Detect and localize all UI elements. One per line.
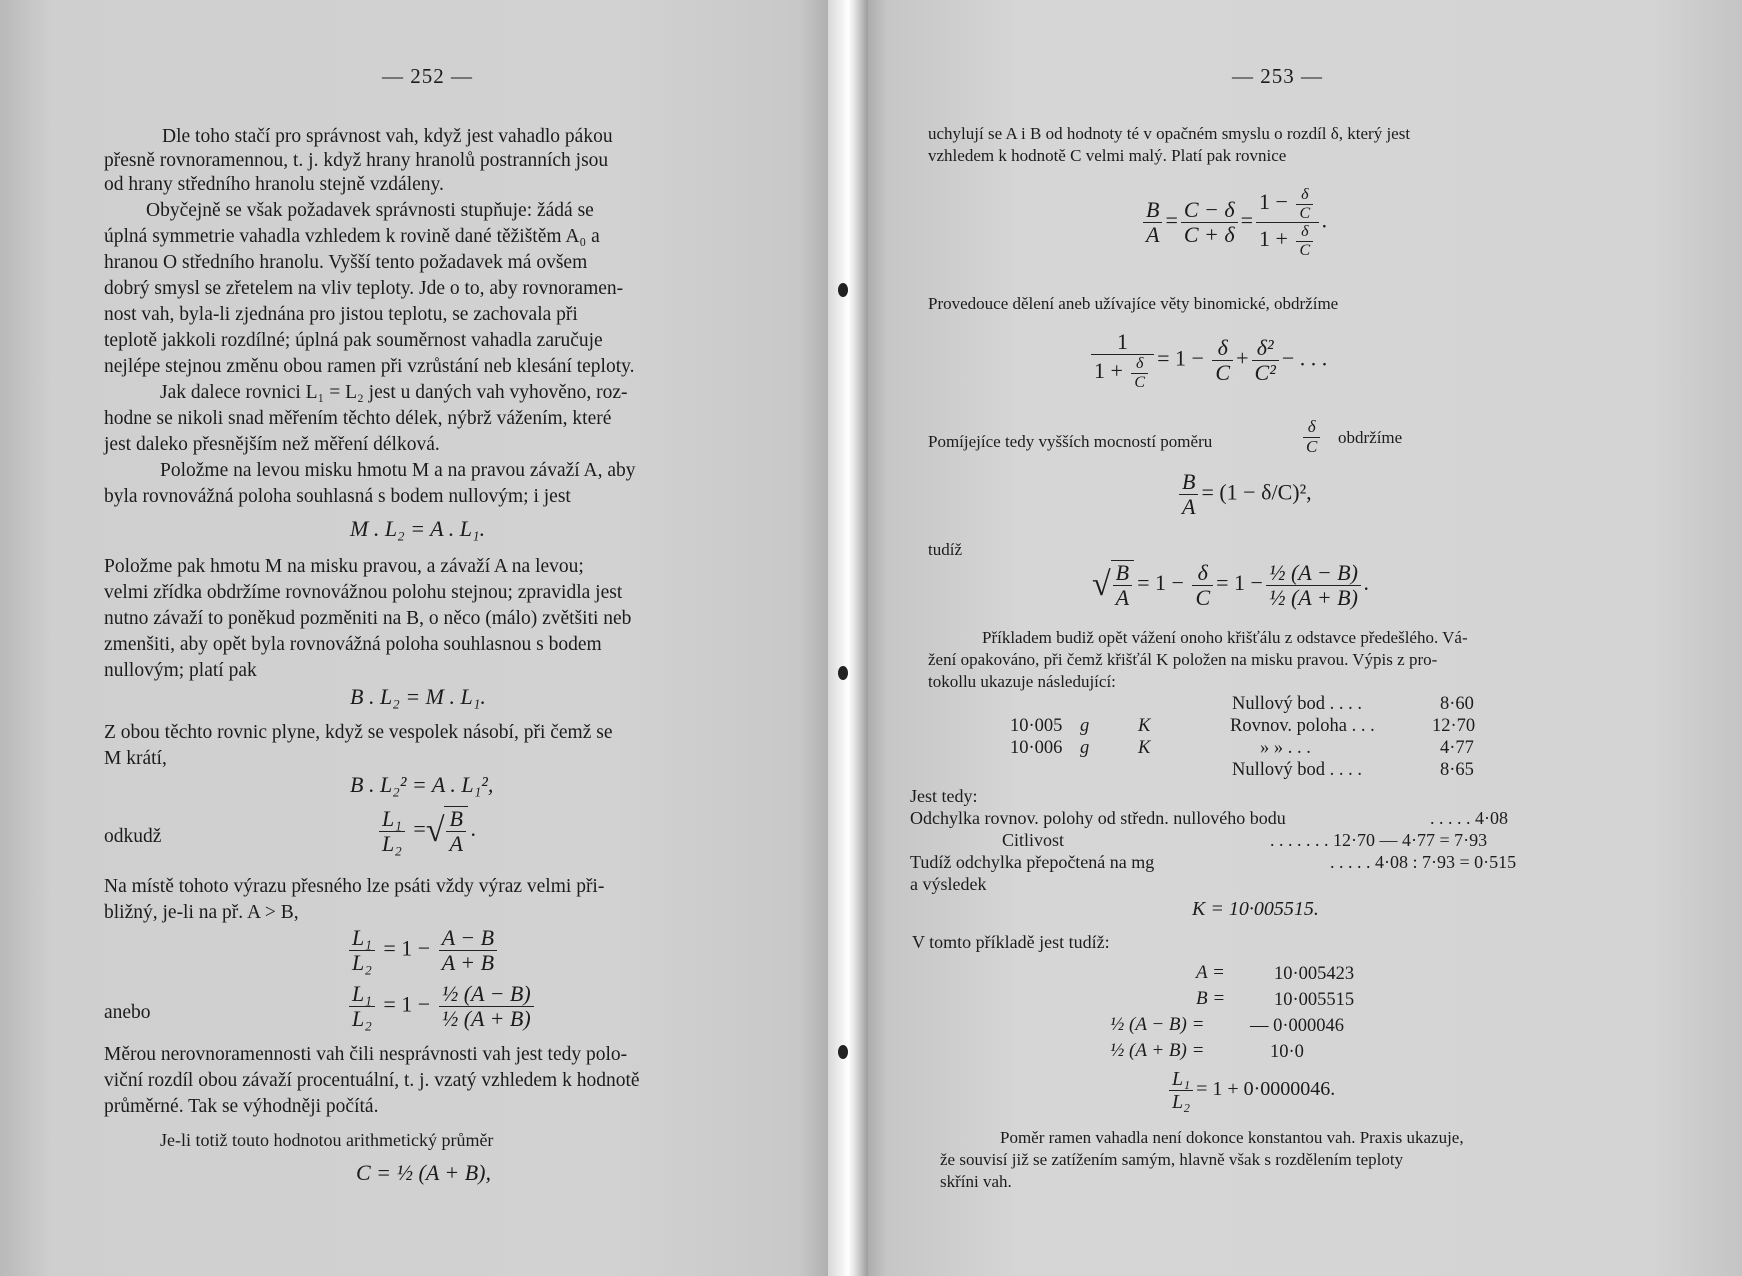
text-line: vzhledem k hodnotě C velmi malý. Platí pak rovnice [928,146,1287,165]
equation: M . L₂ = A . L₁. [350,516,486,541]
text-line: Z obou těchto rovnic plyne, když se vespolek násobí, při čemž se [104,722,613,743]
text-line: Tudíž odchylka přepočtená na mg [910,852,1155,872]
book-gutter [828,0,868,1276]
text-line: Je-li totiž touto hodnotou arithmetický průměr [160,1130,494,1150]
binding-stitch [838,283,848,297]
text-line: velmi zřídka obdržíme rovnovážnou polohu stejnou; zpravidla jest [104,582,623,603]
equation: $\frac{\text{L₁}}{\text{L₂}}$ =√ $\frac{B}{A}$ . [376,806,476,856]
text-line: dobrý smysl se zřetelem na vliv teploty. Jde o to, aby rovnoramen- [104,278,624,299]
text-line: viční rozdíl obou závaží procentuální, t. j. vzatý vzhledem k hodnotě [104,1070,640,1091]
text-line: hranou O středního hranolu. Vyšší tento požadavek má ovšem [104,252,588,273]
text-line: Položme pak hmotu M na misku pravou, a závaží A na levou; [104,556,584,577]
protocol-unit: g [1080,738,1090,758]
text-line: bližný, je-li na př. A > B, [104,902,299,923]
result-lhs: ½ (A + B) = [1110,1040,1205,1061]
calc-value: . . . . . . . 12·70 — 4·77 = 7·93 [1270,830,1488,850]
protocol-value: 4·77 [1440,738,1474,758]
protocol-value: 8·65 [1440,760,1474,780]
protocol-unit: g [1080,716,1090,736]
protocol-label: Nullový bod . . . . [1232,694,1363,714]
equation: B . L₂ = M . L₁. [350,684,486,709]
text-line: Měrou nerovnoramennosti vah čili nesprávnosti vah jest tedy polo- [104,1044,628,1065]
text-line: anebo [104,1002,151,1023]
text-line: byla rovnovážná poloha souhlasná s bodem nullovým; i jest [104,486,571,507]
result-lhs: ½ (A − B) = [1110,1014,1205,1035]
protocol-value: 8·60 [1440,694,1474,714]
protocol-mass: 10·005 [1010,716,1063,736]
text-line: Jak dalece rovnici L₁ = L₂ jest u daných vah vyhověno, roz- [160,382,628,403]
text-line: tudíž [928,540,962,559]
text-line: uchylují se A i B od hodnoty té v opačném smyslu o rozdíl δ, který jest [928,124,1411,143]
protocol-value: 12·70 [1432,716,1476,736]
text-line: průměrné. Tak se výhodněji počítá. [104,1096,379,1117]
binding-stitch [838,666,848,680]
equation: K = 10·005515. [1192,898,1319,920]
text-line: Dle toho stačí pro správnost vah, když jest vahadlo pákou [162,126,613,147]
result-rhs: 10·0 [1270,1042,1304,1062]
text-line: Obyčejně se však požadavek správnosti stupňuje: žádá se [146,200,594,221]
text-line: tokollu ukazuje následující: [928,672,1116,691]
equation: $\frac{\text{L₁}}{\text{L₂}}$ = 1 − $\frac{\text{½ (A − B)}}{\text{½ (A + B)}}$ [346,982,537,1031]
text-line: úplná symmetrie vahadla vzhledem k rovině dané těžištěm A₀ a [104,226,600,247]
text-line: Na místě tohoto výrazu přesného lze psáti vždy výraz velmi při- [104,876,605,897]
protocol-mass: 10·006 [1010,738,1063,758]
equation: √ $\frac{B}{A}$ = 1 − $\frac{\delta}{C}$ = 1 − $\frac{\text{½ (A − B)}}{\text{½ (A + B)}}$ . [1092,559,1370,611]
text-line: a výsledek [910,874,987,894]
page-number-right: — 253 — [1232,64,1323,88]
text-line: Pomíjejíce tedy vyšších mocností poměru [928,432,1213,451]
protocol-label: Nullový bod . . . . [1232,760,1363,780]
result-lhs: A = [1196,962,1225,983]
text-line: skříni vah. [940,1172,1012,1191]
text-line: Citlivost [1002,830,1065,850]
text-line: přesně rovnoramennou, t. j. když hrany hranolů postranních jsou [104,150,609,171]
equation: B . L₂² = A . L₁², [350,772,494,797]
equation: $\frac{B}{A}$ = $\frac{C - \delta}{C + \delta}$ = 1 − $\frac{\delta}{C}$ 1 + $\frac{\delta}{C}$ . [1140,186,1328,259]
text-line: nutno závaží to poněkud pozměniti na B, o něco (málo) zvětšiti neb [104,608,632,629]
equation: $\frac{B}{A}$ = (1 − δ/C)², [1176,470,1312,519]
equation: $\frac{\text{L₁}}{\text{L₂}}$ = 1 + 0·0000046. [1166,1068,1335,1113]
result-rhs: 10·005515 [1274,990,1355,1010]
text-line: M krátí, [104,748,167,769]
equation: $\frac{\text{L₁}}{\text{L₂}}$ = 1 − $\frac{A - B}{A + B}$ [346,926,500,975]
calc-value: . . . . . 4·08 [1430,808,1508,828]
protocol-pan: K [1138,716,1151,736]
binding-stitch [838,1045,848,1059]
text-line: Provedouce dělení aneb užívajíce věty binomické, obdržíme [928,294,1339,313]
inline-fraction: $\frac{\delta}{C}$ [1300,418,1323,456]
text-line: Jest tedy: [910,786,978,806]
protocol-pan: K [1138,738,1151,758]
text-line: obdržíme [1338,428,1403,447]
text-line: nullovým; platí pak [104,660,257,681]
text-line: Odchylka rovnov. polohy od středn. nullového bodu [910,808,1286,828]
text-line: Příkladem budiž opět vážení onoho křišťálu z odstavce předešlého. Vá- [982,628,1468,647]
text-line: Položme na levou misku hmotu M a na pravou závaží A, aby [160,460,636,481]
equation: 1 1 + $\frac{\delta}{C}$ = 1 − $\frac{\delta}{C}$ + $\frac{\text{δ²}}{\text{C²}}$ − . . . [1088,330,1327,391]
text-line: od hrany středního hranolu stejně vzdáleny. [104,174,444,195]
text-line: že souvisí již se zatížením samým, hlavně však s rozdělením teploty [940,1150,1404,1169]
result-rhs: — 0·000046 [1250,1016,1345,1036]
result-lhs: B = [1196,988,1226,1009]
protocol-label: Rovnov. poloha . . . [1230,716,1375,736]
calc-value: . . . . . 4·08 : 7·93 = 0·515 [1330,852,1517,872]
result-rhs: 10·005423 [1274,964,1355,984]
text-line: žení opakováno, při čemž křišťál K položen na misku pravou. Výpis z pro- [928,650,1438,669]
text-line: jest daleko přesnějším než měření délková. [104,434,440,455]
protocol-label: » » . . . [1260,738,1311,758]
text-line: odkudž [104,826,162,847]
text-line: V tomto příkladě jest tudíž: [912,932,1110,952]
page-number-left: — 252 — [382,64,473,88]
text-line: teplotě jakkoli rozdílné; úplná pak souměrnost vahadla zaručuje [104,330,603,351]
text-line: nost vah, byla-li zjednána pro jistou teplotu, se zachovala při [104,304,578,325]
text-line: hodne se nikoli snad měřením těchto délek, nýbrž vážením, které [104,408,612,429]
text-line: nejlépe stejnou změnu obou ramen při vzrůstání neb klesání teploty. [104,356,635,377]
text-line: zmenšiti, aby opět byla rovnovážná poloha souhlasnou s bodem [104,634,602,655]
equation: C = ½ (A + B), [356,1160,491,1185]
text-line: Poměr ramen vahadla není dokonce konstantou vah. Praxis ukazuje, [1000,1128,1464,1147]
